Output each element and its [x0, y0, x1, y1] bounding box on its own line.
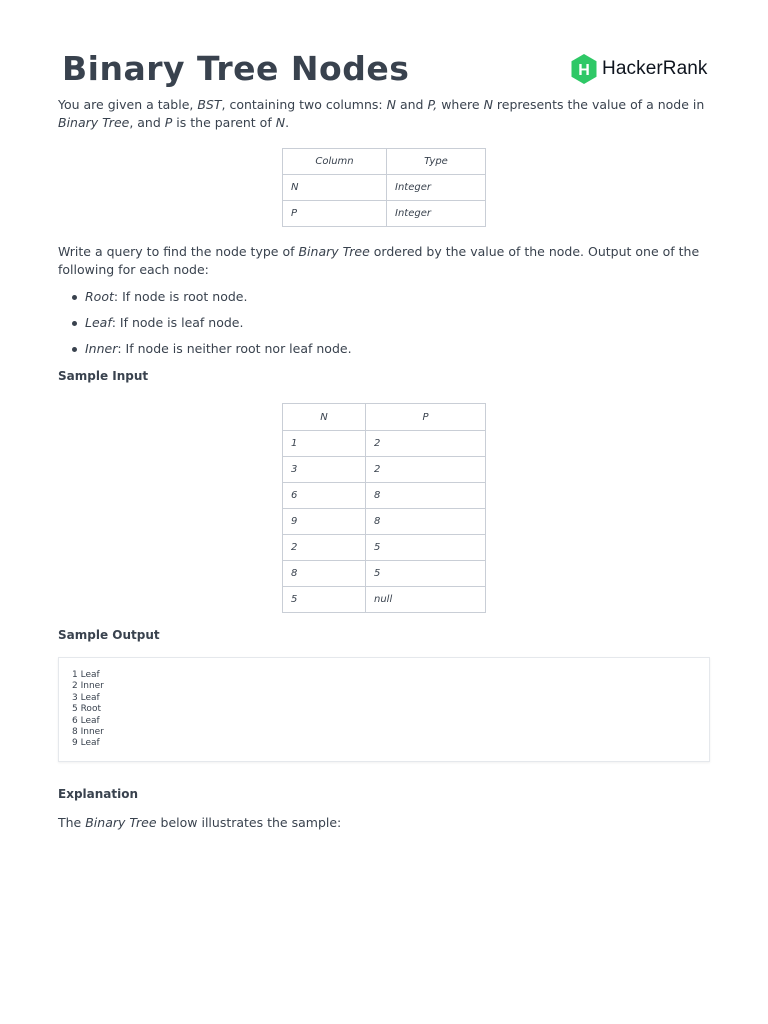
table-cell: 5	[366, 561, 486, 587]
task-paragraph	[58, 243, 718, 278]
intro-text: where	[437, 97, 484, 112]
table-row	[283, 175, 486, 201]
table-name: BST	[197, 97, 222, 112]
table-cell: null	[366, 587, 486, 613]
output-line: 3 Leaf	[72, 692, 100, 703]
table-row	[283, 535, 486, 561]
node-type-description: : If node is root node.	[113, 289, 248, 304]
column-p: P	[164, 114, 173, 130]
table-cell: 9	[283, 509, 366, 535]
sample-output-box	[58, 657, 710, 762]
table-header-cell: Column	[283, 149, 387, 175]
list-item	[70, 314, 352, 340]
task-text: ordered by the value of the node. Output one of the following for each node:	[58, 244, 700, 277]
table-header-cell: Type	[387, 149, 486, 175]
explanation-text: below illustrates the sample:	[156, 815, 342, 830]
logo-text: HackerRank	[602, 58, 708, 79]
column-n: N	[386, 97, 396, 112]
output-line: 9 Leaf	[72, 738, 100, 749]
sample-output-heading: Sample Output	[58, 628, 160, 642]
node-type-term: Root	[85, 289, 114, 304]
sample-input-heading: Sample Input	[58, 369, 149, 383]
intro-text: .	[285, 114, 290, 130]
output-line: 1 Leaf	[72, 670, 100, 680]
output-line: 5 Root	[72, 704, 101, 715]
output-line: 6 Leaf	[72, 715, 100, 726]
output-line: 2 Inner	[72, 681, 104, 692]
task-text: Write a query to find the node type of	[58, 244, 299, 259]
table-cell: N	[283, 175, 387, 201]
table-row	[283, 483, 486, 509]
binary-tree-term: Binary Tree	[58, 114, 130, 130]
explanation-paragraph	[58, 814, 718, 832]
table-cell: 3	[283, 457, 366, 483]
hackerrank-logo-icon	[570, 53, 598, 85]
table-row	[283, 431, 486, 457]
binary-tree-term: Binary Tree	[298, 244, 370, 259]
table-cell: 2	[283, 535, 366, 561]
hackerrank-logo[interactable]	[570, 53, 708, 85]
intro-text: You are given a table,	[58, 97, 198, 112]
table-cell: Integer	[387, 201, 486, 227]
logo-letter: H	[578, 62, 590, 79]
explanation-heading: Explanation	[58, 787, 139, 801]
output-line: 8 Inner	[72, 727, 104, 738]
table-cell: P	[283, 201, 387, 227]
intro-text: represents the value of a node in	[492, 97, 705, 112]
intro-text: and	[395, 97, 428, 112]
binary-tree-term: Binary Tree	[85, 815, 157, 830]
table-row	[283, 201, 486, 227]
table-cell: 1	[283, 431, 366, 457]
table-cell: 8	[366, 483, 486, 509]
intro-paragraph	[58, 96, 718, 131]
node-type-term: Leaf	[85, 315, 112, 330]
table-cell: 2	[366, 431, 486, 457]
table-cell: 8	[366, 509, 486, 535]
node-type-term: Inner	[85, 341, 118, 356]
table-row	[283, 561, 486, 587]
table-cell: 6	[283, 483, 366, 509]
list-item	[70, 340, 352, 366]
sample-input-table	[282, 403, 486, 613]
table-cell: 5	[283, 587, 366, 613]
table-header-row	[283, 149, 486, 175]
table-row	[283, 509, 486, 535]
explanation-text: The	[58, 815, 86, 830]
intro-text: , and	[129, 114, 165, 130]
schema-table	[282, 148, 486, 227]
column-p: P,	[427, 97, 438, 112]
table-cell: Integer	[387, 175, 486, 201]
table-cell: 5	[366, 535, 486, 561]
table-header-cell: P	[366, 404, 486, 431]
column-n: N	[483, 97, 493, 112]
list-item	[70, 288, 352, 314]
table-header-cell: N	[283, 404, 366, 431]
table-row	[283, 587, 486, 613]
table-cell: 2	[366, 457, 486, 483]
table-row	[283, 457, 486, 483]
intro-text: , containing two columns:	[221, 97, 387, 112]
node-type-list	[70, 288, 352, 366]
node-type-description: : If node is neither root nor leaf node.	[117, 341, 352, 356]
table-cell: 8	[283, 561, 366, 587]
column-n: N	[275, 114, 286, 130]
page-title: Binary Tree Nodes	[62, 49, 410, 88]
intro-text: is the parent of	[172, 114, 276, 130]
node-type-description: : If node is leaf node.	[111, 315, 244, 330]
table-header-row	[283, 404, 486, 431]
